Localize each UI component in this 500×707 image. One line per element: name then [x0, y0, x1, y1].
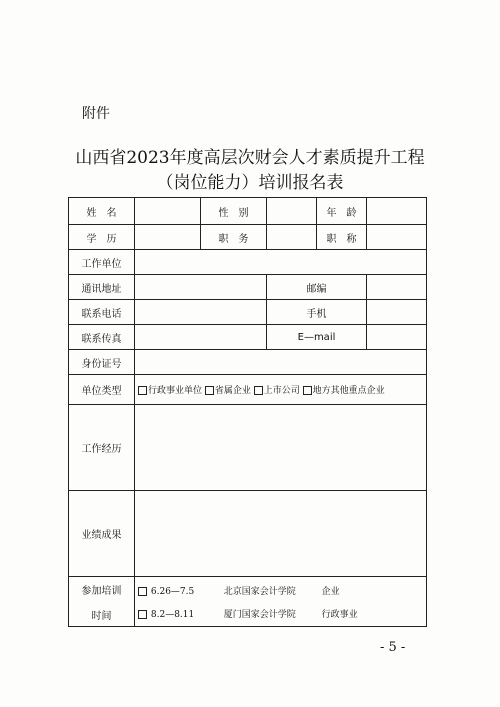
- title-field[interactable]: [367, 225, 427, 250]
- registration-form-table: [68, 197, 427, 627]
- gender-field[interactable]: [267, 198, 317, 225]
- training-time-label: 参加培训 时间: [69, 577, 135, 627]
- address-field[interactable]: [135, 275, 267, 300]
- training-session-option[interactable]: 6.26—7.5 北京国家会计学院 企业: [138, 584, 423, 597]
- name-field[interactable]: [135, 198, 201, 225]
- email-field[interactable]: [367, 325, 427, 350]
- training-session-option[interactable]: 8.2—8.11 厦门国家会计学院 行政事业: [138, 607, 423, 620]
- row-achievements: [69, 491, 427, 577]
- checkbox-icon: [138, 610, 147, 619]
- form-title-line1: 山西省2023年度高层次财会人才素质提升工程: [75, 148, 425, 168]
- row-work-experience: [69, 405, 427, 491]
- attachment-label: 附件: [82, 106, 110, 122]
- checkbox-icon: [138, 587, 147, 596]
- id-number-label: 身份证号: [69, 350, 135, 375]
- row-id: [69, 350, 427, 375]
- checkbox-icon: [138, 386, 147, 395]
- phone-label: 联系电话: [69, 300, 135, 325]
- training-sessions: [135, 577, 427, 627]
- checkbox-icon: [303, 386, 312, 395]
- gender-label: 性 别: [201, 198, 267, 225]
- achievements-field[interactable]: [135, 491, 427, 577]
- unit-type-option[interactable]: 省属企业: [205, 386, 251, 396]
- row-unit-type: [69, 375, 427, 405]
- title-label: 职 称: [317, 225, 367, 250]
- fax-field[interactable]: [135, 325, 267, 350]
- achievements-label: 业绩成果: [69, 491, 135, 577]
- checkbox-icon: [205, 386, 214, 395]
- unit-type-label: 单位类型: [69, 375, 135, 405]
- phone-field[interactable]: [135, 300, 267, 325]
- unit-type-options: [135, 375, 427, 405]
- row-training-time: [69, 577, 427, 627]
- row-employer: [69, 250, 427, 275]
- education-label: 学 历: [69, 225, 135, 250]
- position-label: 职 务: [201, 225, 267, 250]
- address-label: 通讯地址: [69, 275, 135, 300]
- age-field[interactable]: [367, 198, 427, 225]
- id-number-field[interactable]: [135, 350, 427, 375]
- unit-type-option[interactable]: 地方其他重点企业: [303, 386, 385, 396]
- mobile-field[interactable]: [367, 300, 427, 325]
- row-education: [69, 225, 427, 250]
- postcode-label: 邮编: [267, 275, 367, 300]
- email-label: E—mail: [267, 325, 367, 350]
- age-label: 年 龄: [317, 198, 367, 225]
- row-address: [69, 275, 427, 300]
- education-field[interactable]: [135, 225, 201, 250]
- unit-type-option[interactable]: 行政事业单位: [138, 386, 202, 396]
- employer-label: 工作单位: [69, 250, 135, 275]
- name-label: 姓 名: [69, 198, 135, 225]
- work-experience-field[interactable]: [135, 405, 427, 491]
- row-basic-info: [69, 198, 427, 225]
- employer-field[interactable]: [135, 250, 427, 275]
- row-fax: [69, 325, 427, 350]
- postcode-field[interactable]: [367, 275, 427, 300]
- row-phone: [69, 300, 427, 325]
- form-title-line2: （岗位能力）培训报名表: [156, 173, 344, 193]
- fax-label: 联系传真: [69, 325, 135, 350]
- page-number: - 5 -: [380, 640, 406, 655]
- checkbox-icon: [254, 386, 263, 395]
- unit-type-option[interactable]: 上市公司: [254, 386, 300, 396]
- position-field[interactable]: [267, 225, 317, 250]
- work-experience-label: 工作经历: [69, 405, 135, 491]
- mobile-label: 手机: [267, 300, 367, 325]
